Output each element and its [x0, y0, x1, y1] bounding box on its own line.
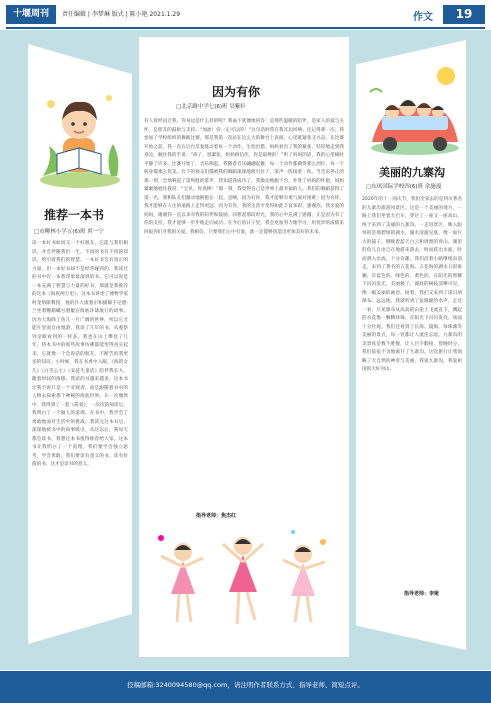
section-label: 作文	[413, 12, 433, 23]
page-footer	[0, 671, 491, 703]
page-header	[0, 0, 491, 30]
right-article-body: 2020年的十一国庆节，我们全家去的是四川著名的九寨沟旅游风景区。这是一个美丽的地方，一路上我们坐着大巴车，穿过了一座又一座高山，终于来到了美丽的九寨沟。一走进景区，映入眼帘的是那碧绿的湖水，湖水清澈见底，像一面巨大的镜子，倒映着蓝天白云和周围的青山。湖里的鱼儿自由自在地游来游去，时而跃出水面，时而潜入水底，十分有趣。我们沿着小路继续向前走，来到了著名的五花海。五花海的湖水五彩斑斓，有蓝色的、绿色的、黄色的，在阳光的照耀下闪闪发光，美丽极了。湖底的树枝清晰可见，像一幅美丽的画卷。接着，我们又来到了诺日朗瀑布。远远地，我就听到了轰隆隆的水声，走近一看，只见瀑布从高高的山崖上飞流直下，溅起的水花像一颗颗珍珠，在阳光下闪闪发亮，场面十分壮观。我们还看到了长海、镜海、珍珠滩等美丽的景点，每一处都让人流连忘返。九寨沟的美景真是数不胜数，让人目不暇接。傍晚时分，我们依依不舍地离开了九寨沟。这次旅行让我领略了大自然的神奇与美丽，我爱九寨沟，我爱祖国的大好河山。	[362, 197, 462, 372]
dancers-illustration	[143, 522, 343, 634]
masthead: 十堰周刊	[6, 5, 56, 24]
editor-meta: 责任编辑 | 李梦琳 版式 | 陈小艳 2021.1.29	[62, 11, 181, 18]
submission-email-notice: 投稿邮箱:3240094580@qq.com，请注明作者联系方式、指导老师、简短点评。	[127, 681, 364, 689]
left-article-body: 读一本好书如同交一个好朋友，它能与我们相识，并会伴随我们一生。不同的书有不同的知识，给引着我们的智慧。一本好书会有真正的力量，但一本好书却不是经常碰到的。我读过的书中有一本我印象最深刻的书，它可以说是一本充满了智慧与力量的好书，那就是我推荐的这本《海底两万里》。这本书讲述了博物学家阿龙纳斯教授、他的仆人康塞尔和捕鲸手尼德·兰坐着鹦鹉螺号潜艇在海底环球航行的故事。因为大海除了鱼儿一片广阔的世界，所以它才能在里面自由遨游，我读了几年的书，从观察到亲眼看到的一样多。我也在山上攀登了几年，将本书中的那些故事仿佛都能变得真实起来，它就像一个会说话的朋友，不断告诉我更多的知识。小时候，我在书香中入眠，《海的女儿》《白雪公主》《安徒生童话》陪伴我长大。随着时间的推移，我读的书越来越多，这本书让我不再只是一个旁观者，而是跟随着书中的人物去探索那个神秘的海底世界。在一次偶然中，我得到了一套《简爱》，一次次的阅读后，我明白了一个做人的道理。在书中，我学会了勇敢地面对生活中的挑战。我读完这本书后，深深地被书中的故事吸引，从这以后，我每天都会读书，我想这本书值得推荐给大家。这本书让我明白了一个道理，我们要学会独立思考，学会勇敢。我们要读有意义的书，读有价值的书，这才是读书的意义。	[32, 241, 128, 467]
left-article-title: 推荐一本书	[44, 208, 105, 222]
right-article-teacher: 指导老师：李娅	[404, 591, 440, 597]
header-rule	[6, 27, 485, 29]
right-article-title: 美丽的九寨沟	[379, 166, 445, 179]
right-article-author: □东风国际学校四(6)班 余施漫	[366, 184, 442, 190]
center-article-body: 有人曾经问过我，你身边是什么样的呢？我毫不犹豫地回答：是那些温暖的陪伴，是家人的爱与关怀，是朋友的鼓励与支持。“加油！你一定可以的！”这句话时常在我耳边回响。还记得那一次，我参加了学校组织的舞蹈比赛，那是我第一次站在这么大的舞台上表演，心里既紧张又兴奋。在比赛开始之前，我一直在后台反复练习着每一个动作，生怕出错。妈妈看出了我的紧张，轻轻地走到我身边，握住我的手说：“孩子，别紧张，妈妈相信你，你是最棒的！”听了妈妈的话，我的心里顿时平静了许多。比赛开始了，音乐响起，我随着音乐翩翩起舞，每一个动作都做得那么到位，每一个转身都那么优美。台下的观众们都被我的舞蹈深深地吸引住了，掌声一阵接着一阵。当音乐停止的那一刻，全场响起了雷鸣般的掌声，我知道我成功了。我激动地跑下台，扑进了妈妈的怀抱，妈妈紧紧地抱住我说：“宝贝，你真棒！”那一刻，我觉得自己是世界上最幸福的人。我们的舞蹈获得了第一名，我和队友们激动地拥抱在一起。是啊，因为有你，我才能够有勇气面对困难；因为有你，我才能够在人生的道路上走得更远；因为有你，我的生活才变得如此丰富多彩。感谢你，我亲爱的妈妈，谢谢你一直以来对我的陪伴和鼓励。回想起那段时光，我的心中充满了感激。正是因为有了你的支持，我才能够一步步地走向成功。在今后的日子里，我会更加努力地学习，用优异的成绩来回报你们对我的关爱。我相信，只要我们心中有爱，就一定能够创造出更加美好的未来。	[144, 119, 344, 235]
center-article-title: 因为有你	[212, 85, 261, 99]
page-number-badge: 19	[443, 5, 485, 24]
center-article-teacher: 指导老师：焦杰红	[196, 513, 237, 519]
left-article-author: □市柳林小学五(6)班 庹一宁	[34, 229, 104, 235]
family-car-illustration	[366, 62, 464, 158]
center-article-author: □北京路中学七(6)班 吴紫轩	[176, 104, 246, 110]
reading-child-illustration	[33, 80, 127, 192]
